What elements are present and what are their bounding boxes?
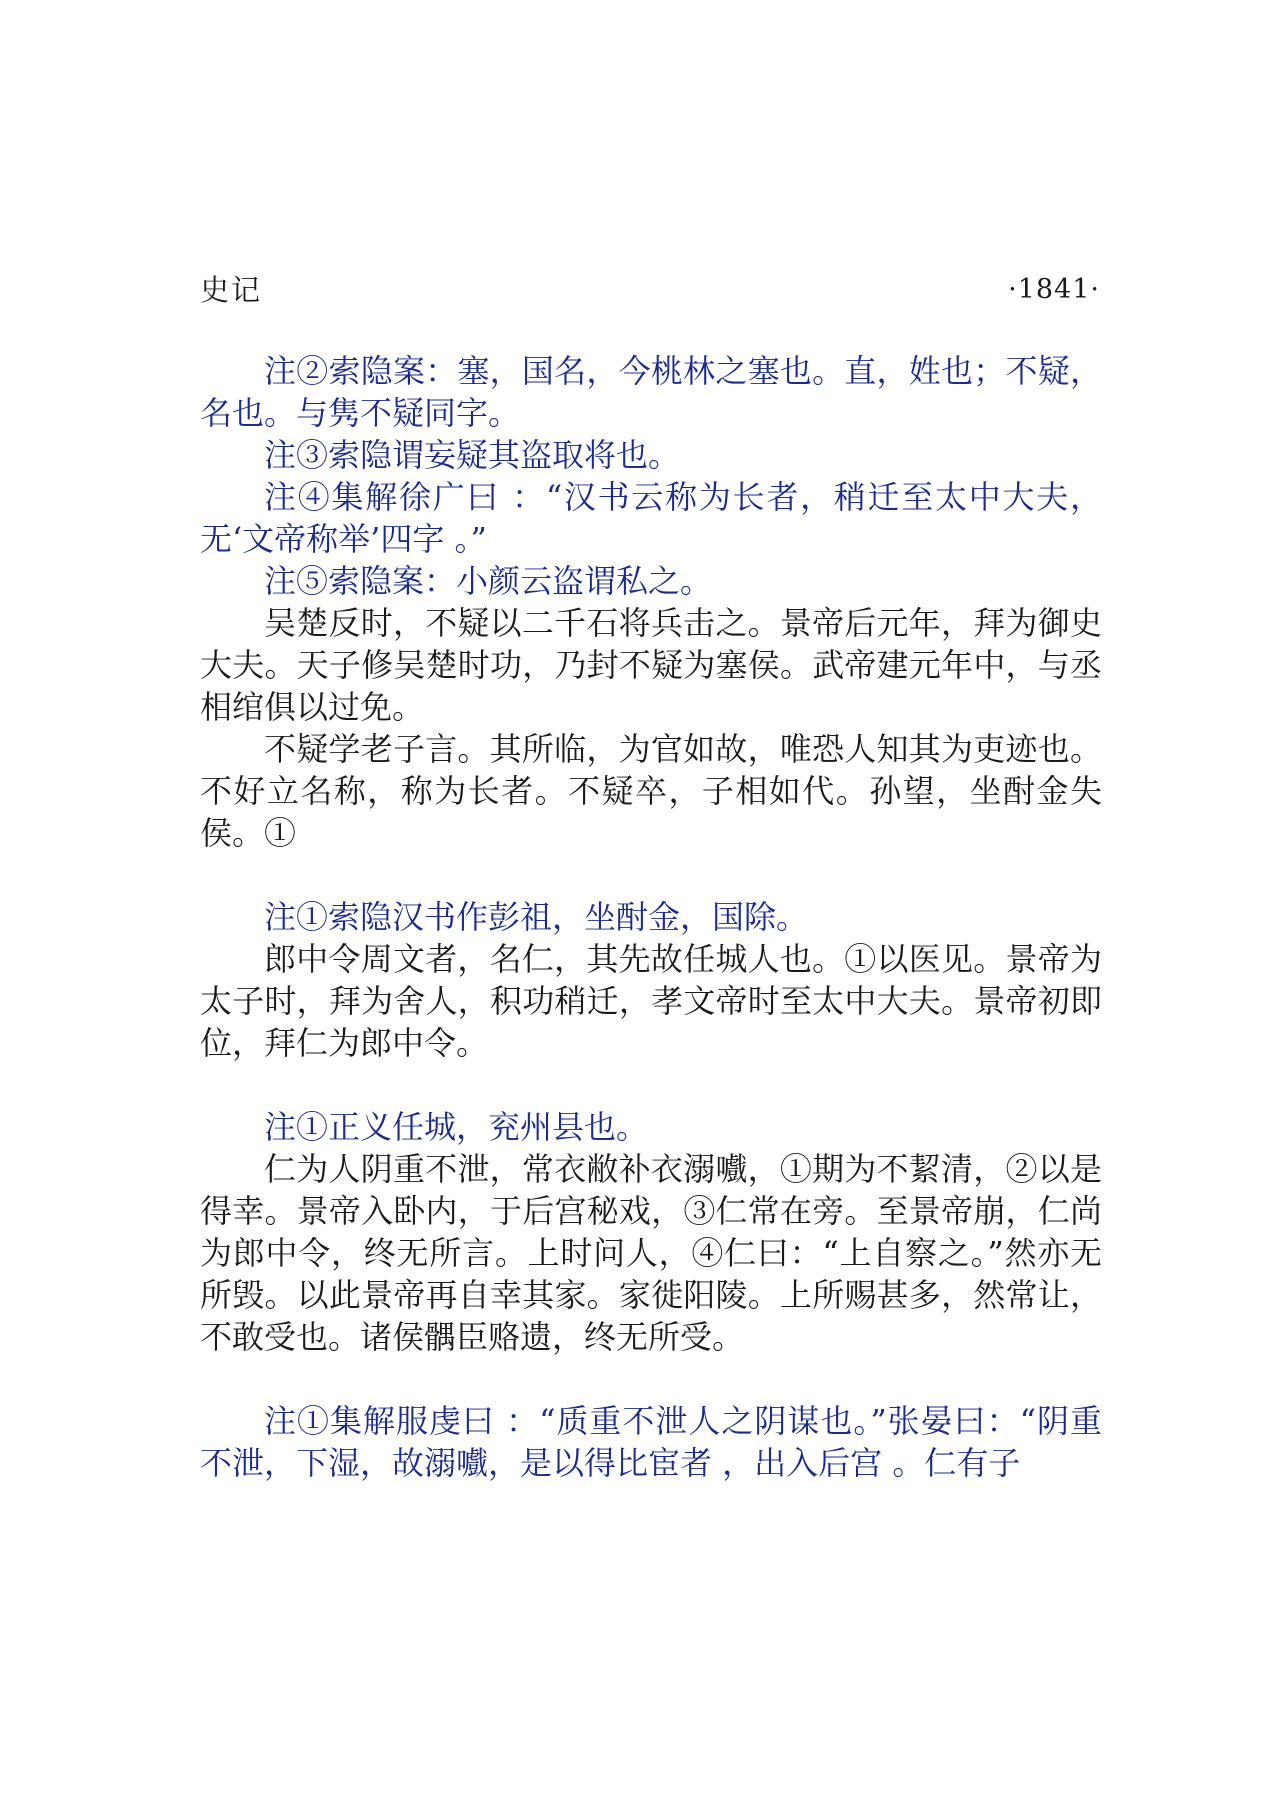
page-body xyxy=(200,350,1102,1484)
paragraph-gap xyxy=(200,854,1102,896)
page-header xyxy=(200,268,1100,312)
page-number: ·1841· xyxy=(1008,274,1100,305)
annotation-paragraph: 注①正义任城，兖州县也。 xyxy=(264,1108,649,1146)
paragraph-gap xyxy=(200,1064,1102,1106)
annotation-paragraph: 注⑤索隐案：小颜云盗谓私之。 xyxy=(264,562,713,600)
paragraph-gap xyxy=(200,1358,1102,1400)
annotation-paragraph: 注③索隐谓妄疑其盗取将也。 xyxy=(264,436,681,474)
body-paragraph: 不疑学老子言。其所临，为官如故，唯恐人知其为吏迹也。不好立名称，称为长者。不疑卒，子相如代。孙望，坐酎金失侯。① xyxy=(200,730,1102,852)
body-paragraph: 郎中令周文者，名仁，其先故任城人也。①以医见。景帝为太子时，拜为舍人，积功稍迁，孝文帝时至太中大夫。景帝初即位，拜仁为郎中令。 xyxy=(200,940,1102,1062)
annotation-paragraph: 注②索隐案：塞，国名，今桃林之塞也。直，姓也；不疑，名也。与隽不疑同字。 xyxy=(200,352,1102,432)
annotation-paragraph: 注①索隐汉书作彭祖，坐酎金，国除。 xyxy=(264,898,809,936)
body-paragraph: 吴楚反时，不疑以二千石将兵击之。景帝后元年，拜为御史大夫。天子修吴楚时功，乃封不疑为塞侯。武帝建元年中，与丞相绾俱以过免。 xyxy=(200,604,1102,726)
annotation-paragraph: 注④集解徐广曰 ：“汉书云称为长者，稍迁至太中大夫，无‘文帝称举’四字 。” xyxy=(200,478,1102,558)
book-title: 史记 xyxy=(200,273,263,307)
annotation-paragraph: 注①集解服虔曰 ：“质重不泄人之阴谋也。”张晏曰：“阴重不泄，下湿，故溺嚱，是以得比宦者 ，出入后宫 。仁有子 xyxy=(200,1402,1102,1482)
body-paragraph: 仁为人阴重不泄，常衣敝补衣溺嚱，①期为不絜清，②以是得幸。景帝入卧内，于后宫秘戏，③仁常在旁。至景帝崩，仁尚为郎中令，终无所言。上时问人，④仁曰：“上自察之。”然亦无所毁。以此景帝再自幸其家。家徙阳陵。上所赐甚多，然常让，不敢受也。诸侯髃臣赂遗，终无所受。 xyxy=(200,1150,1102,1356)
